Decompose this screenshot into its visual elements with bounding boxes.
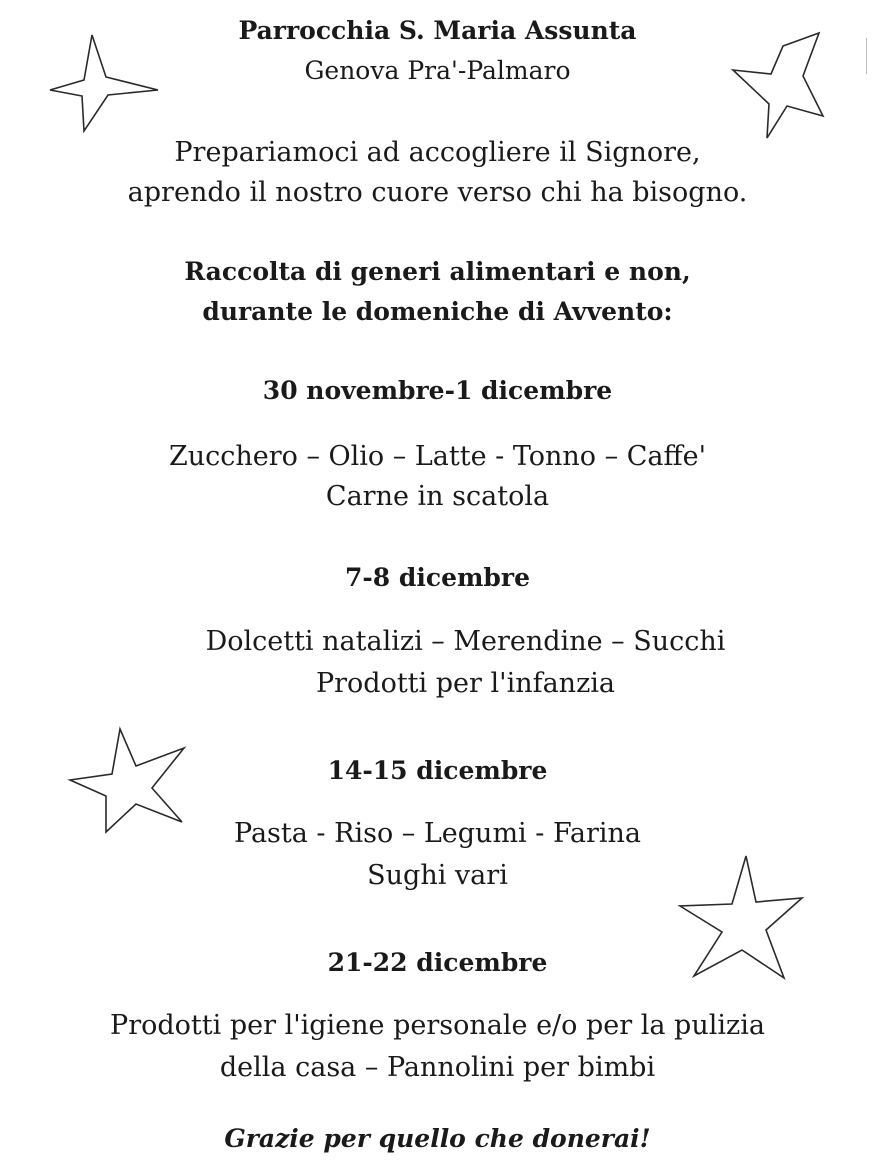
- intro-line-1: Prepariamoci ad accogliere il Signore,: [174, 137, 701, 168]
- week-items-line-2: Carne in scatola: [325, 481, 550, 512]
- week-items-line-2: della casa – Pannolini per bimbi: [219, 1052, 656, 1083]
- week-items-line-2: Prodotti per l'infanzia: [315, 668, 616, 699]
- collection-heading-2: durante le domeniche di Avvento:: [202, 297, 673, 326]
- week-items-line-1: Prodotti per l'igiene personale e/o per la pulizia: [110, 1010, 765, 1041]
- star-outline-icon: [48, 32, 160, 134]
- week-items-line-1: Zucchero – Olio – Latte - Tonno – Caffe': [168, 441, 707, 472]
- week-date: 21-22 dicembre: [327, 948, 548, 977]
- week-date: 7-8 dicembre: [345, 563, 530, 592]
- week-items-line-1: Pasta - Riso – Legumi - Farina: [233, 818, 642, 849]
- closing-thanks: Grazie per quello che donerai!: [224, 1124, 651, 1153]
- star-outline-icon: [725, 30, 825, 142]
- collection-heading-1: Raccolta di generi alimentari e non,: [184, 257, 691, 286]
- week-date: 14-15 dicembre: [327, 756, 548, 785]
- week-items-line-2: Sughi vari: [367, 860, 508, 891]
- week-date: 30 novembre-1 dicembre: [262, 376, 613, 405]
- week-items-line-1: Dolcetti natalizi – Merendine – Succhi: [205, 626, 726, 657]
- parish-name: Parrocchia S. Maria Assunta: [238, 16, 637, 45]
- parish-location: Genova Pra'-Palmaro: [304, 56, 571, 85]
- intro-line-2: aprendo il nostro cuore verso chi ha bisogno.: [127, 177, 748, 208]
